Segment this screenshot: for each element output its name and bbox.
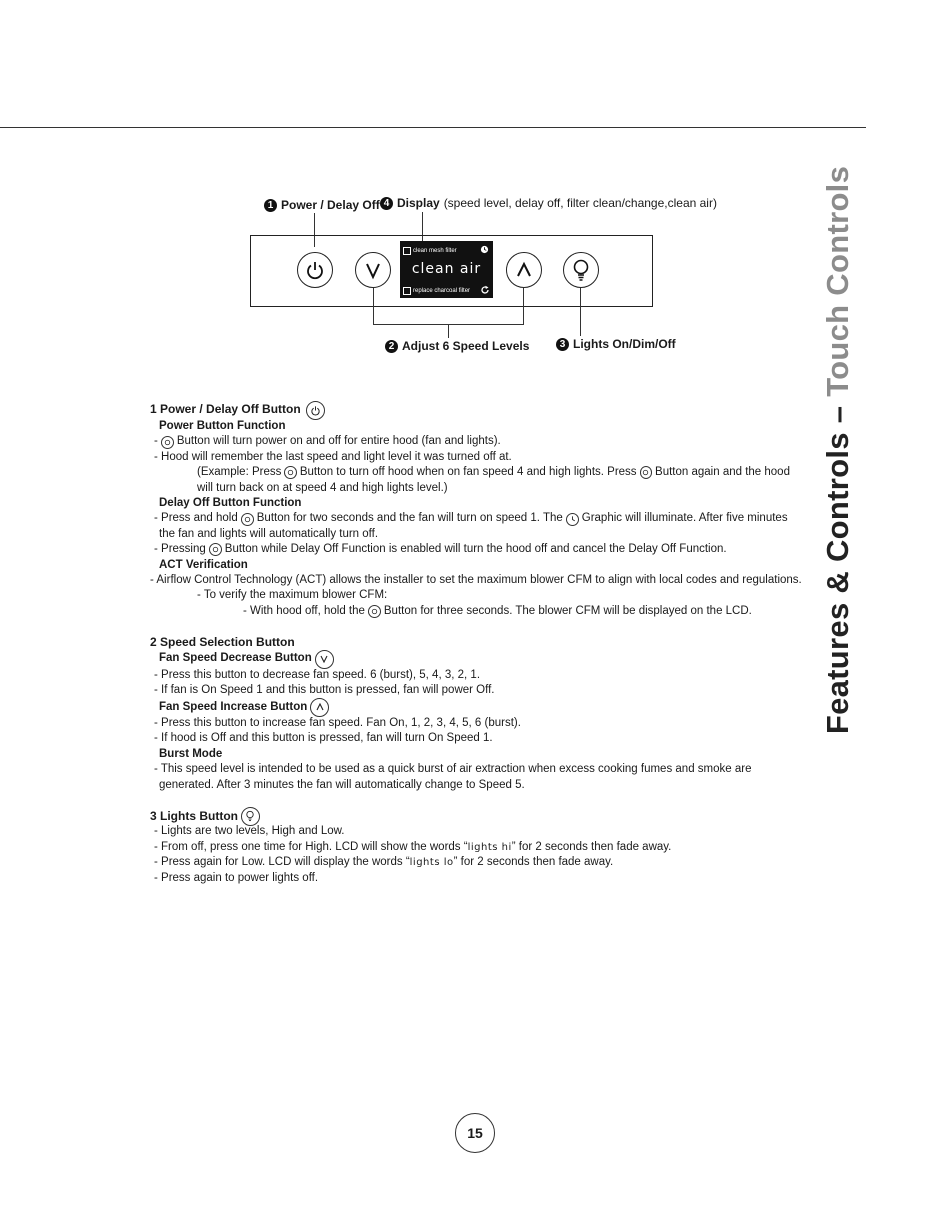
side-title-light: Touch Controls <box>820 165 855 397</box>
clock-icon <box>566 513 579 526</box>
chevron-down-icon <box>315 650 334 669</box>
section-heading <box>150 808 790 824</box>
text-line: - This speed level is intended to be used as a quick burst of air extraction when excess cooking fumes and smoke are <box>154 763 752 776</box>
power-icon <box>304 259 326 281</box>
callout-display <box>380 196 717 210</box>
callout-label: Lights On/Dim/Off <box>573 337 676 351</box>
bracket-line <box>373 288 374 324</box>
section-title: 2 Speed Selection Button <box>150 634 295 649</box>
lcd-top-label: clean mesh filter <box>413 248 457 254</box>
clock-icon <box>480 245 489 254</box>
lcd-word: lights lo <box>409 857 454 869</box>
chevron-down-icon <box>362 259 384 281</box>
section-title: 3 Lights Button <box>150 808 238 823</box>
text-fragment: - <box>154 435 158 448</box>
subheading: Delay Off Button Function <box>159 497 302 510</box>
text-fragment: Button to turn off hood when on fan speed 4 and high lights. Press <box>299 466 637 479</box>
speed-down-button[interactable] <box>355 252 391 288</box>
power-icon <box>161 436 174 449</box>
leader-line <box>580 288 581 336</box>
text-fragment: Button for three seconds. The blower CFM will be displayed on the LCD. <box>383 604 752 617</box>
text-line: - Lights are two levels, High and Low. <box>154 825 345 838</box>
text-fragment: Button will turn power on and off for entire hood (fan and lights). <box>176 435 501 448</box>
text-line <box>150 855 790 870</box>
text-fragment: ” for 2 seconds then fade away. <box>453 856 614 869</box>
callout-lights <box>556 337 676 351</box>
bracket-line <box>523 288 524 324</box>
callout-desc: (speed level, delay off, filter clean/change,clean air) <box>443 196 717 210</box>
power-icon <box>209 543 222 556</box>
instructions-body <box>150 401 802 886</box>
text-line: generated. After 3 minutes the fan will automatically change to Speed 5. <box>159 778 525 791</box>
speed-up-button[interactable] <box>506 252 542 288</box>
text-line: will turn back on at speed 4 and high lights level.) <box>197 481 448 494</box>
callout-number: 1 <box>264 199 277 212</box>
filter-box-icon <box>403 247 411 255</box>
text-fragment: - With hood off, hold the <box>243 604 365 617</box>
lcd-bottom-row <box>403 287 470 295</box>
text-line: - Airflow Control Technology (ACT) allows the installer to set the maximum blower CFM to align with local codes and regulations. <box>150 574 802 587</box>
light-bulb-icon <box>570 258 592 282</box>
lcd-bottom-label: replace charcoal filter <box>413 288 471 294</box>
callout-speed <box>385 339 529 353</box>
power-icon <box>368 605 381 618</box>
callout-label: Power / Delay Off <box>281 198 380 212</box>
text-line <box>150 434 790 449</box>
chevron-up-icon <box>513 259 535 281</box>
light-bulb-icon <box>241 807 260 826</box>
bracket-line <box>448 324 449 338</box>
subheading-line <box>150 650 790 668</box>
text-line <box>150 465 790 480</box>
subheading: ACT Verification <box>159 558 248 571</box>
callout-number: 3 <box>556 338 569 351</box>
text-line <box>150 840 790 855</box>
text-line <box>150 542 790 557</box>
lcd-main-text: clean air <box>411 261 482 277</box>
text-fragment: Button for two seconds and the fan will turn on speed 1. The <box>256 512 563 525</box>
text-fragment: Graphic will illuminate. After five minutes <box>581 512 788 525</box>
power-button[interactable] <box>297 252 333 288</box>
callout-number: 2 <box>385 340 398 353</box>
power-icon <box>241 513 254 526</box>
filter-box-icon <box>403 287 411 295</box>
lights-button[interactable] <box>563 252 599 288</box>
side-title-dark: Features & Controls – <box>820 396 855 735</box>
text-line: the fan and lights will automatically turn off. <box>159 527 379 540</box>
text-fragment: - Press again for Low. LCD will display the words “ <box>154 856 410 869</box>
subheading: Fan Speed Increase Button <box>159 700 308 713</box>
text-fragment: - From off, press one time for High. LCD will show the words “ <box>154 840 468 853</box>
callout-power <box>264 198 380 212</box>
text-line: - Hood will remember the last speed and light level it was turned off at. <box>154 450 512 463</box>
text-line: - Press again to power lights off. <box>154 871 319 884</box>
callout-label: Display <box>397 196 440 210</box>
text-fragment: Button again and the hood <box>655 466 790 479</box>
text-fragment: Button while Delay Off Function is enabled will turn the hood off and cancel the Delay Off Function. <box>224 543 727 556</box>
refresh-icon <box>480 285 490 295</box>
section-title: 1 Power / Delay Off Button <box>150 402 301 417</box>
text-line <box>150 604 790 619</box>
power-icon <box>284 466 296 479</box>
power-icon <box>640 466 652 479</box>
text-line: - If hood is Off and this button is pressed, fan will turn On Speed 1. <box>154 732 493 745</box>
callout-label: Adjust 6 Speed Levels <box>402 339 530 353</box>
power-icon <box>306 401 325 420</box>
subheading: Fan Speed Decrease Button <box>159 652 312 665</box>
subheading: Burst Mode <box>159 747 223 760</box>
text-fragment: - Press and hold <box>154 512 238 525</box>
chevron-up-icon <box>310 698 329 717</box>
text-line: - Press this button to decrease fan speed. 6 (burst), 5, 4, 3, 2, 1. <box>154 669 481 682</box>
subheading-line <box>150 699 790 716</box>
control-panel-diagram <box>0 0 950 370</box>
lcd-display <box>400 241 493 298</box>
callout-number: 4 <box>380 197 393 210</box>
text-line <box>150 511 790 526</box>
lcd-word: lights hi <box>467 841 512 853</box>
text-line: - To verify the maximum blower CFM: <box>197 589 388 602</box>
page-number: 15 <box>455 1113 495 1153</box>
section-heading <box>150 401 790 419</box>
text-line: - If fan is On Speed 1 and this button is pressed, fan will power Off. <box>154 684 495 697</box>
text-fragment: (Example: Press <box>197 466 282 479</box>
text-line: - Press this button to increase fan speed. Fan On, 1, 2, 3, 4, 5, 6 (burst). <box>154 716 521 729</box>
text-fragment: ” for 2 seconds then fade away. <box>511 840 672 853</box>
lcd-top-row <box>403 247 457 255</box>
subheading: Power Button Function <box>159 420 286 432</box>
text-fragment: - Pressing <box>154 543 206 556</box>
